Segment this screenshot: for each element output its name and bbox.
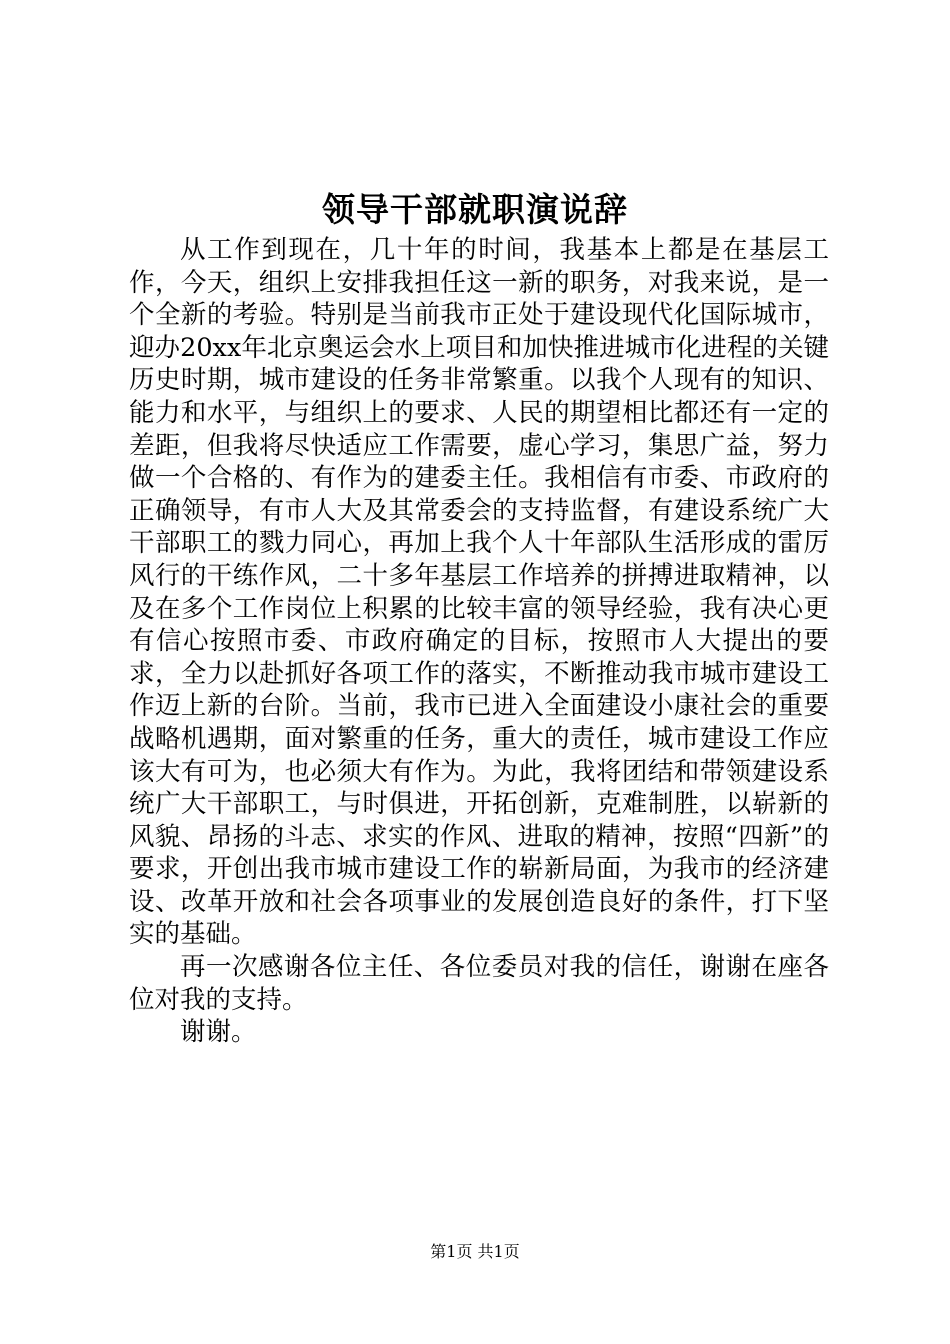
body-paragraph: 谢谢。 (180, 1017, 257, 1048)
body-paragraph: 再一次感谢各位主任、各位委员对我的信任，谢谢在座各位对我的支持。 (129, 952, 829, 1015)
page-footer: 第1页 共1页 (430, 1242, 520, 1261)
body-paragraph: 从工作到现在，几十年的时间，我基本上都是在基层工作，今天，组织上安排我担任这一新的职务，对我来说，是一个全新的考验。特别是当前我市正处于建设现代化国际城市，迎办20xx年北京奥运会水上项目和加快推进城市化进程的关键历史时期，城市建设的任务非常繁重。以我个人现有的知识、能力和水平，与组织上的要求、人民的期望相比都还有一定的差距，但我将尽快适应工作需要，虚心学习，集思广益，努力做一个合格的、有作为的建委主任。我相信有市委、市政府的正确领导，有市人大及其常委会的支持监督，有建设系统广大干部职工的戮力同心，再加上我个人十年部队生活形成的雷厉风行的干练作风，二十多年基层工作培养的拼搏进取精神，以及在多个工作岗位上积累的比较丰富的领导经验，我有决心更有信心按照市委、市政府确定的目标，按照市人大提出的要求，全力以赴抓好各项工作的落实，不断推动我市城市建设工作迈上新的台阶。当前，我市已进入全面建设小康社会的重要战略机遇期，面对繁重的任务，重大的责任，城市建设工作应该大有可为，也必须大有作为。为此，我将团结和带领建设系统广大干部职工，与时俱进，开拓创新，克难制胜，以崭新的风貌、昂扬的斗志、求实的作风、进取的精神，按照“四新”的要求，开创出我市城市建设工作的崭新局面，为我市的经济建设、改革开放和社会各项事业的发展创造良好的条件，打下坚实的基础。 (129, 235, 829, 950)
document-title: 领导干部就职演说辞 (322, 190, 628, 229)
document-body (129, 234, 829, 1049)
